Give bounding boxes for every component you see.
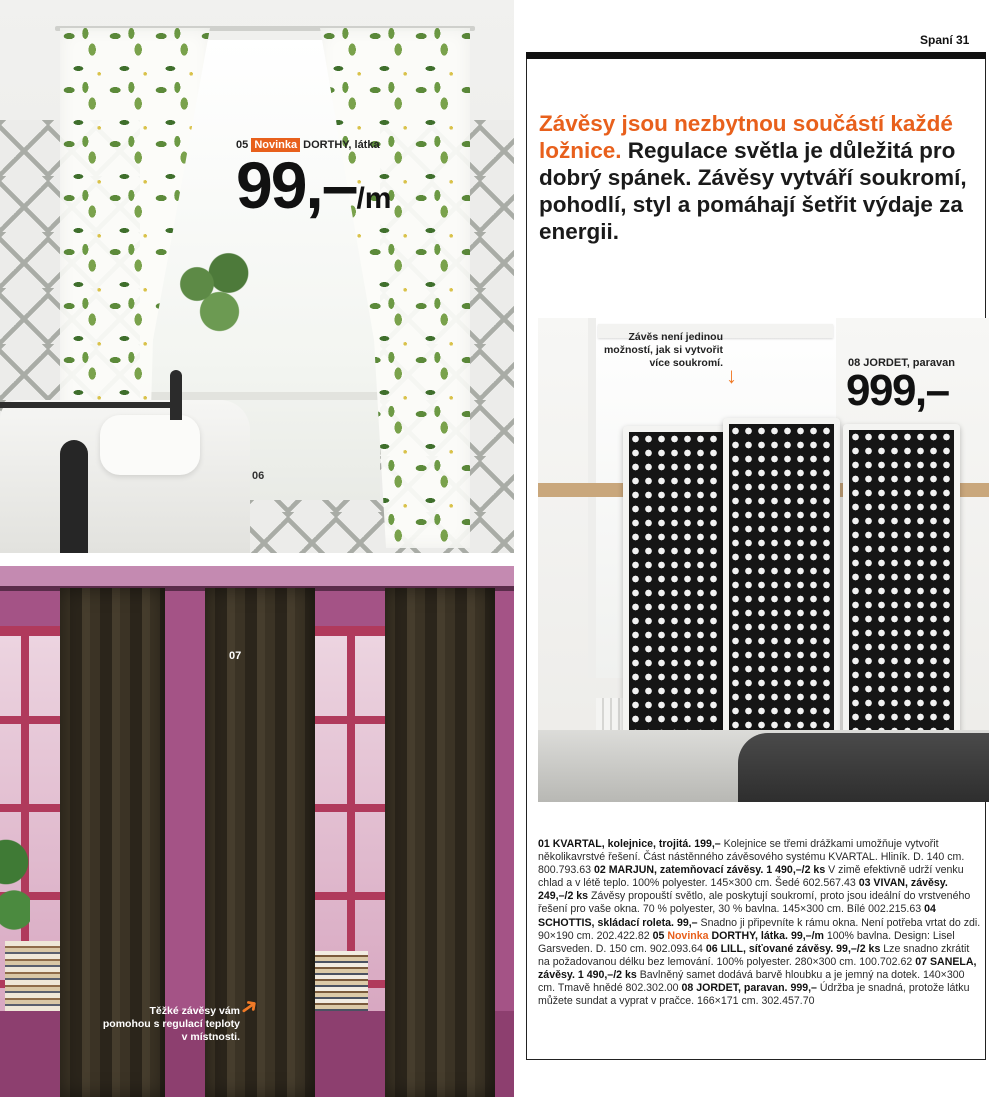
- product-title: 07 SANELA, závěsy. 1 490,–/2 ks: [538, 955, 977, 981]
- bedpost: [60, 440, 88, 553]
- product-text: Lze snadno zkrátit na požadovanou délku bez lemování. 100% polyester. 280×300 cm. 100.702.62: [538, 942, 970, 968]
- product-title: 06 LILL, síťované závěsy. 99,–/2 ks: [705, 942, 881, 955]
- product-text: Bavlněný samet dodává barvě hloubku a je jemný na dotek. 140×300 cm. Tmavě hnědé 802.302.00: [538, 968, 965, 995]
- headline-highlight: Závěsy jsou nezbytnou součástí každé ložnice.: [539, 111, 953, 163]
- product-text: Snadno ji připevníte k rámu okna. Není potřeba vrtat do zdi. 90×190 cm. 202.422.82: [538, 916, 981, 942]
- price-tag-05: [236, 150, 391, 234]
- page-label: Spaní 31: [920, 33, 970, 47]
- product-text: V zimě efektivně udrží venku chlad a v létě teplo. 100% polyester. 145×300 cm. Šedé 602.567.43: [538, 864, 964, 890]
- ceiling: [0, 566, 514, 586]
- novinka-badge: Novinka: [251, 138, 300, 152]
- novinka-badge: Novinka: [667, 929, 709, 942]
- product-title: 05: [652, 929, 668, 942]
- product-text: Údržba je snadná, protože látku můžete sundat a vyprat v pračce. 166×171 cm. 302.457.70: [538, 982, 970, 1008]
- product-title: 04 SCHOTTIS, skládací roleta. 99,–: [538, 903, 936, 929]
- callout-number-07: 07: [229, 650, 242, 662]
- product-text: 100% bavlna. Design: Lisel Garsveden. D. 150 cm. 902.093.64: [538, 929, 955, 955]
- photo-velvet-curtains: [0, 566, 514, 1097]
- pillow: [100, 415, 200, 475]
- screen-panel: [843, 424, 960, 766]
- headline-rest: Regulace světla je důležitá pro dobrý spánek. Závěsy vytváří soukromí, pohodlí, styl a pomáhají šetřit výdaje za energii.: [539, 138, 967, 244]
- velvet-curtain: [385, 588, 495, 1097]
- label-text: DORTHY, látka: [303, 139, 380, 151]
- bed-rail: [0, 402, 180, 408]
- product-title: 01 KVARTAL, kolejnice, trojitá. 199,–: [538, 838, 721, 850]
- header-rule: [526, 52, 986, 59]
- product-descriptions: [538, 838, 982, 1008]
- book-stack: [5, 941, 65, 1011]
- headboard-post: [170, 370, 182, 420]
- product-title: 02 MARJUN, zatemňovací závěsy. 1 490,–/2 ks: [593, 864, 826, 877]
- price-value: 99,–: [236, 148, 357, 222]
- product-text: Závěsy propouští světlo, ale poskytují soukromí, proto jsou ideální do vrstveného řešení pro vaše okna. 70 % polyester, 30 % bavlna. 145×300 cm. Bílé 002.215.63: [538, 890, 971, 916]
- velvet-caption: Těžké závěsy vám pomohou s regulací teploty v místnosti.: [102, 1005, 240, 1043]
- house-plant: [170, 240, 260, 350]
- price-tag-08-label: 08 JORDET, paravan: [848, 357, 955, 369]
- product-text: Kolejnice se třemi drážkami umožňuje vytvořit několikavrstvé řešení. Část nástěnného závěsového systému KVARTAL. Hliník. D. 140 cm. 800.793.63: [538, 838, 965, 877]
- window-sill: [150, 392, 380, 400]
- product-title: DORTHY, látka. 99,–/m: [708, 929, 824, 942]
- screen-panel: [723, 418, 840, 760]
- price-unit: /m: [356, 182, 392, 215]
- product-title: 08 JORDET, paravan. 999,–: [681, 982, 817, 995]
- blanket: [738, 733, 989, 802]
- house-plant: [0, 826, 30, 946]
- down-arrow-icon: ↓: [726, 363, 737, 388]
- price-tag-08: 999,–: [846, 366, 949, 415]
- callout-number-06: 06: [252, 470, 265, 482]
- screen-caption: Závěs není jedinou možností, jak si vytvořit více soukromí.: [603, 331, 723, 369]
- arrow-icon: ➜: [234, 991, 264, 1023]
- headline: [539, 110, 979, 245]
- label-number: 05: [236, 139, 249, 151]
- product-title: 03 VIVAN, závěsy. 249,–/2 ks: [538, 877, 948, 903]
